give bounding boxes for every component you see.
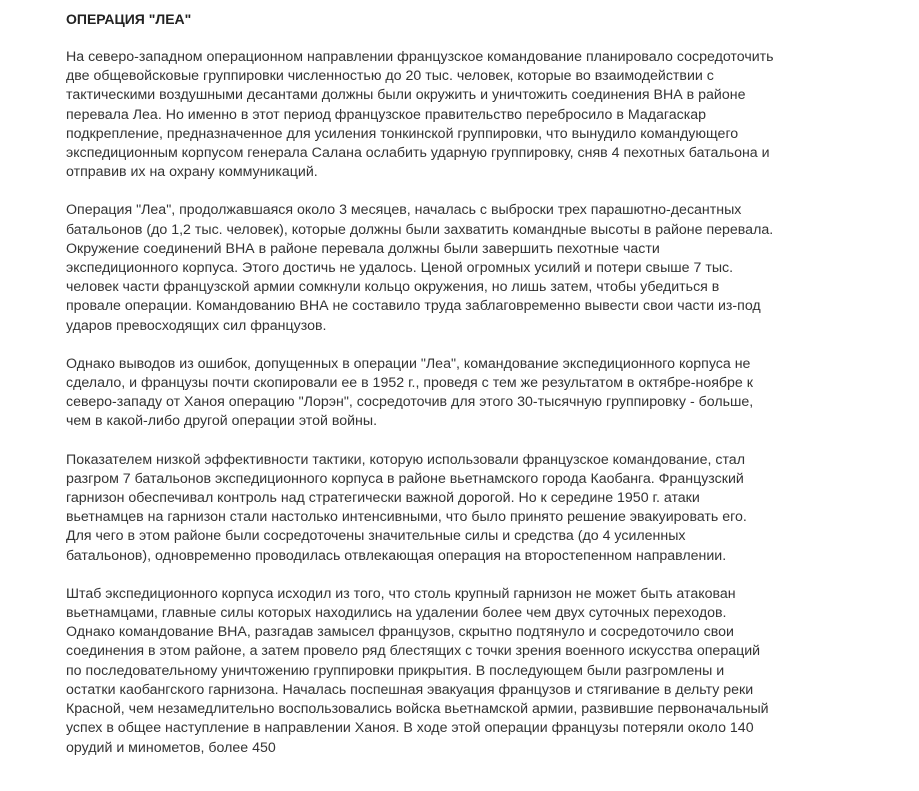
article bbox=[66, 10, 774, 758]
article-paragraph-2: Операция "Леа", продолжавшаяся около 3 месяцев, началась с выброски трех парашютно-десантных батальонов (до 1,2 тыс. человек), которые должны были захватить командные высоты в районе перевала. Окружение соединений ВНА в районе перевала должны были завершить пехотные части экспедиционного корпуса. Этого достичь не удалось. Ценой огромных усилий и потери свыше 7 тыс. человек части французской армии сомкнули кольцо окружения, но лишь затем, чтобы убедиться в провале операции. Командованию ВНА не составило труда заблаговременно вывести свои части из-под ударов превосходящих сил французов. bbox=[66, 202, 774, 334]
article-paragraph-1: На северо-западном операционном направлении французское командование планировало сосредоточить две общевойсковые группировки численностью до 20 тыс. человек, которые во взаимодействии с тактическими воздушными десантами должны были окружить и уничтожить соединения ВНА в районе перевала Леа. Но именно в этот период французское правительство перебросило в Мадагаскар подкрепление, предназначенное для усиления тонкинской группировки, что вынудило командующего экспедиционным корпусом генерала Салана ослабить ударную группировку, сняв 4 пехотных батальона и отправив их на охрану коммуникаций. bbox=[66, 49, 774, 181]
article-paragraph-5: Штаб экспедиционного корпуса исходил из того, что столь крупный гарнизон не может быть атакован вьетнамцами, главные силы которых находились на удалении более чем двух суточных переходов. Однако командование ВНА, разгадав замысел французов, скрытно подтянуло и сосредоточило свои соединения в этом районе, а затем провело ряд блестящих с точки зрения военного искусства операций по последовательному уничтожению группировки прикрытия. В последующем были разгромлены и остатки каобангского гарнизона. Началась поспешная эвакуация французов и стягивание в дельту реки Красной, чем незамедлительно воспользовались войска вьетнамской армии, развившие первоначальный успех в общее наступление в направлении Ханоя. В ходе этой операции французы потеряли около 140 орудий и минометов, более 450 bbox=[66, 585, 769, 756]
article-paragraph-4: Показателем низкой эффективности тактики, которую использовали французское командование, стал разгром 7 батальонов экспедиционного корпуса в районе вьетнамского города Каобанга. Французский гарнизон обеспечивал контроль над стратегически важной дорогой. Но к середине 1950 г. атаки вьетнамцев на гарнизон стали настолько интенсивными, что было принято решение эвакуировать его. Для чего в этом районе были сосредоточены значительные силы и средства (до 4 усиленных батальонов), одновременно проводилась отвлекающая операция на второстепенном направлении. bbox=[66, 451, 747, 564]
article-title: ОПЕРАЦИЯ "ЛЕА" bbox=[66, 11, 192, 27]
article-paragraph-3: Однако выводов из ошибок, допущенных в операции "Леа", командование экспедиционного корпуса не сделало, и французы почти скопировали ее в 1952 г., проведя с тем же результатом в октябре-ноябре к северо-западу от Ханоя операцию "Лорэн", сосредоточив для этого 30-тысячную группировку - больше, чем в какой-либо другой операции этой войны. bbox=[66, 355, 754, 430]
